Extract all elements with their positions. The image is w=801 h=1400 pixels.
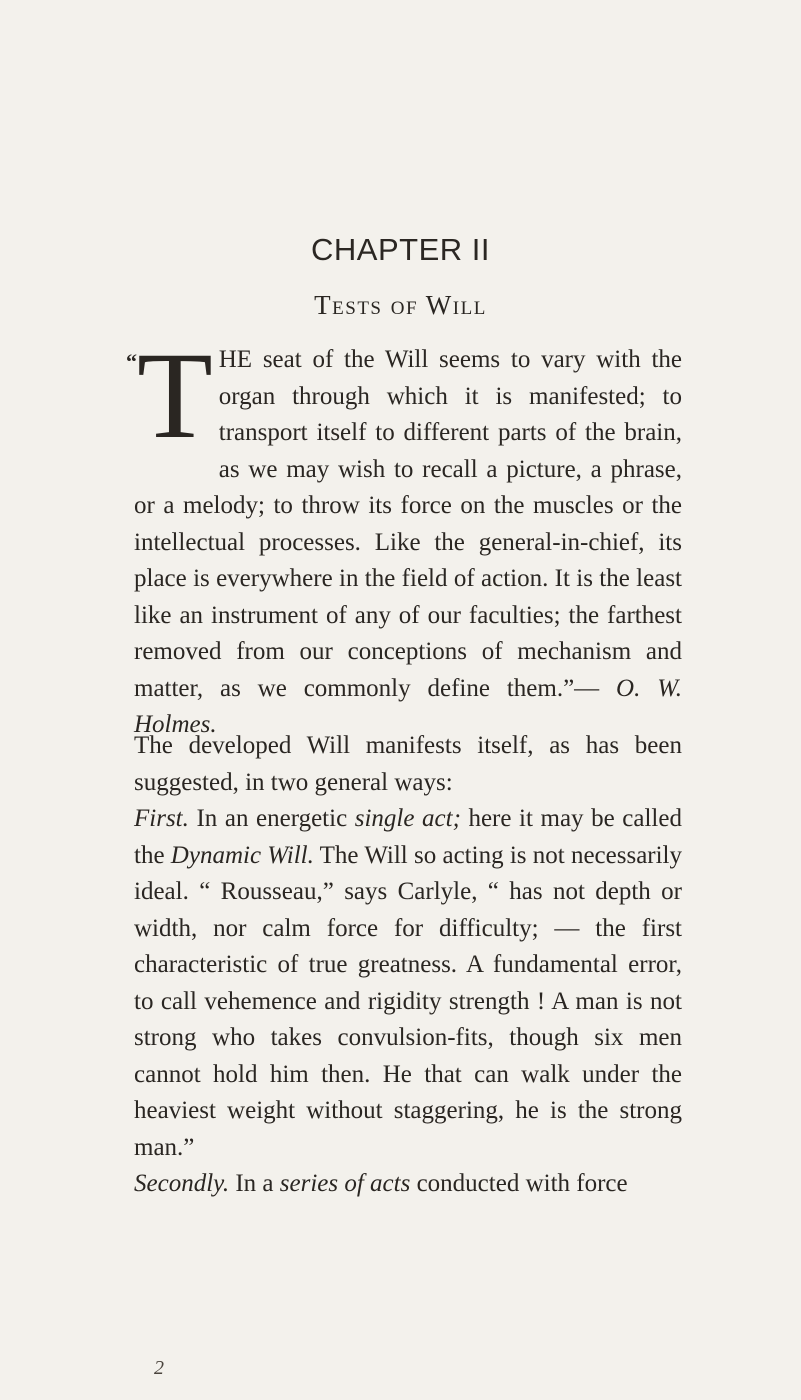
first-label: First. [134, 805, 189, 832]
paragraph-intro [134, 728, 682, 801]
first-emphasis-dynamic-will: Dynamic Will. [170, 841, 314, 869]
first-emphasis-single-act: single act; [354, 805, 461, 832]
first-text-b: here it may be called the [134, 805, 682, 869]
epigraph [126, 327, 683, 744]
epigraph-attribution: O. W. Holmes. [134, 674, 683, 738]
secondly-text-b: conducted with force [410, 1170, 628, 1197]
epigraph-text: HE seat of the Will seems to vary with the organ through which it is manifested; to transport itself to different parts of the brain, as we may wish to recall a picture, a phrase, or a melody; to throw its force on the muscles or the intellectual processes. Like the general-in-chief, its place is everywhere in the field of action. It is the least like an instrument of any of our faculties; the farthest removed from our conceptions of mechanism and matter, as we commonly define them.”— [134, 346, 682, 702]
paragraph-first [134, 801, 682, 1166]
open-quote-mark: “ [126, 349, 137, 374]
first-text-c: The Will so acting is not necessarily ideal. “ Rousseau,” says Carlyle, “ has not depth or width, nor calm force for difficulty; — the first characteristic of true greatness. A fundamental error, to call vehemence and rigidity strength ! A man is not strong who takes convulsion-fits, though six men cannot hold him then. He that can walk under the heaviest weight without staggering, he is the strong man.” [134, 841, 683, 1161]
paragraph-intro-text: The developed Will manifests itself, as has been suggested, in two general ways: [134, 732, 682, 796]
secondly-emphasis-series: series of acts [279, 1170, 411, 1197]
drop-cap: T [137, 327, 213, 464]
chapter-heading: CHAPTER II [311, 232, 490, 267]
paragraph-secondly [134, 1166, 682, 1203]
page-folio: 2 [154, 1357, 164, 1379]
secondly-text-a: In a [229, 1170, 280, 1197]
first-text-a: In an energetic [188, 805, 355, 832]
chapter-title: Tests of Will [314, 290, 487, 320]
secondly-label: Secondly. [134, 1170, 230, 1197]
main-text [134, 728, 682, 1203]
epigraph-paragraph [126, 327, 683, 744]
